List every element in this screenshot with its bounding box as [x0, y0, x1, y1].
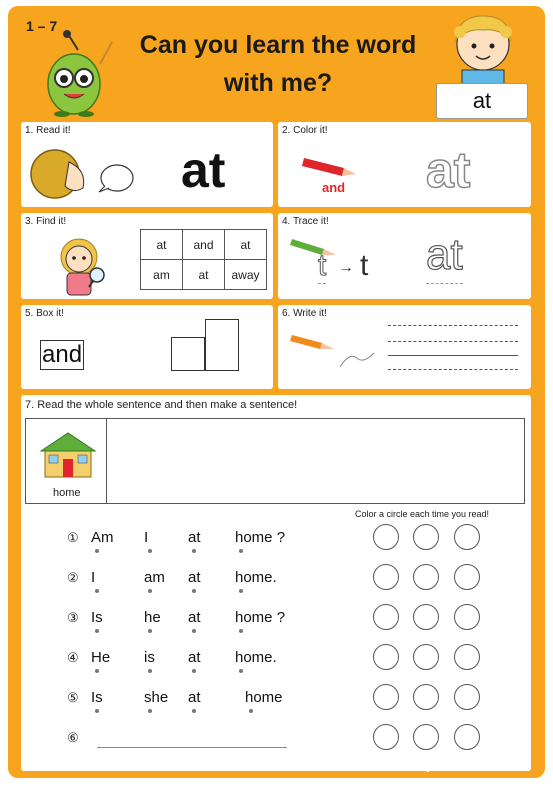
word-dot: [239, 549, 243, 553]
read-count-circle[interactable]: [413, 604, 439, 630]
trace-letter-1: t: [318, 249, 327, 282]
row-number: ②: [67, 570, 79, 585]
box-word: and: [42, 341, 83, 368]
sentence-word: I: [144, 529, 149, 546]
word-dot: [95, 709, 99, 713]
word-dot: [95, 549, 99, 553]
sentence-word: I: [91, 569, 96, 586]
word-dot: [95, 669, 99, 673]
word-dot: [239, 589, 243, 593]
word-dot: [192, 589, 196, 593]
word-dot: [148, 669, 152, 673]
row-number: ⑥: [67, 730, 79, 745]
color-it-card: [278, 122, 531, 207]
read-count-circle[interactable]: [454, 604, 480, 630]
grid-cell[interactable]: at: [183, 260, 225, 290]
page-title: [108, 26, 448, 102]
sentence-word: home ?: [235, 609, 286, 626]
picture-caption: home: [53, 487, 81, 499]
find-it-label: 3. Find it!: [25, 216, 67, 227]
read-count-circle[interactable]: [373, 644, 399, 670]
title-line-2: with me?: [223, 69, 333, 97]
read-count-circle[interactable]: [454, 564, 480, 590]
write-it-label: 6. Write it!: [282, 308, 327, 319]
sentence-word: Is: [91, 609, 103, 626]
read-count-circle[interactable]: [413, 684, 439, 710]
word-dot: [148, 709, 152, 713]
row-number: ④: [67, 650, 79, 665]
word-dot: [192, 629, 196, 633]
word-dot: [148, 549, 152, 553]
trace-it-label: 4. Trace it!: [282, 216, 329, 227]
letter-box[interactable]: [205, 319, 239, 371]
read-count-circle[interactable]: [454, 684, 480, 710]
grid-cell[interactable]: at: [141, 230, 183, 260]
house-icon: [39, 429, 97, 481]
sentence-word: she: [144, 689, 169, 706]
orange-pencil-icon: [288, 331, 378, 371]
word-dot: [249, 709, 253, 713]
read-count-circle[interactable]: [373, 524, 399, 550]
trace-letter-2: t: [360, 249, 369, 282]
worksheet: [8, 6, 545, 778]
sentence-word: Is: [91, 689, 103, 706]
sentence-label: 7. Read the whole sentence and then make a sentence!: [25, 399, 298, 411]
word-dot: [239, 669, 243, 673]
sentence-word: He: [91, 649, 111, 666]
girl-magnifier-icon: [49, 231, 109, 299]
sentence-word: he: [144, 609, 161, 626]
word-dot: [192, 549, 196, 553]
sentence-word: at: [188, 649, 201, 666]
read-count-circle[interactable]: [373, 724, 399, 750]
word-dot: [239, 629, 243, 633]
sentence-word: at: [188, 569, 201, 586]
grid-cell[interactable]: am: [141, 260, 183, 290]
sentence-word: at: [188, 609, 201, 626]
arrow-right-icon: →: [338, 259, 354, 276]
read-it-card: [21, 122, 273, 207]
sentence-card: [21, 395, 531, 771]
read-word: at: [181, 142, 226, 198]
sentence-word: at: [188, 529, 201, 546]
sentence-word: home.: [235, 649, 277, 666]
trace-it-card: [278, 213, 531, 299]
target-word-sign: at: [436, 83, 528, 119]
grid-cell[interactable]: away: [225, 260, 267, 290]
sentence-word: am: [144, 569, 165, 586]
word-dot: [192, 709, 196, 713]
bug-mascot-icon: [38, 28, 118, 118]
sentence-word: at: [188, 689, 201, 706]
write-sentence-line[interactable]: [97, 747, 287, 748]
sentence-word: home ?: [235, 529, 286, 546]
sentence-word: home: [245, 689, 283, 706]
dotted-trace-word[interactable]: at: [426, 227, 463, 284]
box-it-label: 5. Box it!: [25, 308, 64, 319]
find-it-card: [21, 213, 273, 299]
word-dot: [148, 589, 152, 593]
letter-box[interactable]: [171, 337, 205, 371]
find-word-grid: [140, 229, 267, 290]
sentence-word: is: [144, 649, 155, 666]
sentence-word: home.: [235, 569, 277, 586]
green-pencil-icon: [290, 235, 340, 261]
read-count-circle[interactable]: [413, 564, 439, 590]
word-dot: [95, 589, 99, 593]
box-it-card: [21, 305, 273, 389]
red-crayon-icon: [300, 152, 360, 182]
child-reading-icon: [25, 142, 145, 202]
row-number: ③: [67, 610, 79, 625]
word-dot: [192, 669, 196, 673]
read-count-circle[interactable]: [413, 644, 439, 670]
watermark: www.yinfubou.com: [390, 758, 532, 773]
word-dot: [148, 629, 152, 633]
grid-cell[interactable]: at: [225, 230, 267, 260]
read-it-label: 1. Read it!: [25, 125, 71, 136]
read-count-circle[interactable]: [454, 724, 480, 750]
boy-character-icon: [438, 10, 528, 90]
unit-number: 1 – 7: [26, 18, 58, 34]
row-number: ⑤: [67, 690, 79, 705]
crayon-word: and: [322, 180, 346, 195]
read-count-circle[interactable]: [413, 524, 439, 550]
read-count-circle[interactable]: [413, 724, 439, 750]
color-instruction: Color a circle each time you read!: [355, 509, 490, 519]
color-it-label: 2. Color it!: [282, 125, 328, 136]
read-count-circle[interactable]: [373, 684, 399, 710]
read-count-circle[interactable]: [454, 524, 480, 550]
word-dot: [95, 629, 99, 633]
grid-cell[interactable]: and: [183, 230, 225, 260]
read-count-circle[interactable]: [454, 644, 480, 670]
read-count-circle[interactable]: [373, 564, 399, 590]
write-it-card: [278, 305, 531, 389]
outline-word: at: [426, 142, 471, 198]
title-line-1: Can you learn the word: [139, 31, 417, 59]
sentence-word: Am: [91, 529, 114, 546]
read-count-circle[interactable]: [373, 604, 399, 630]
row-number: ①: [67, 530, 79, 545]
